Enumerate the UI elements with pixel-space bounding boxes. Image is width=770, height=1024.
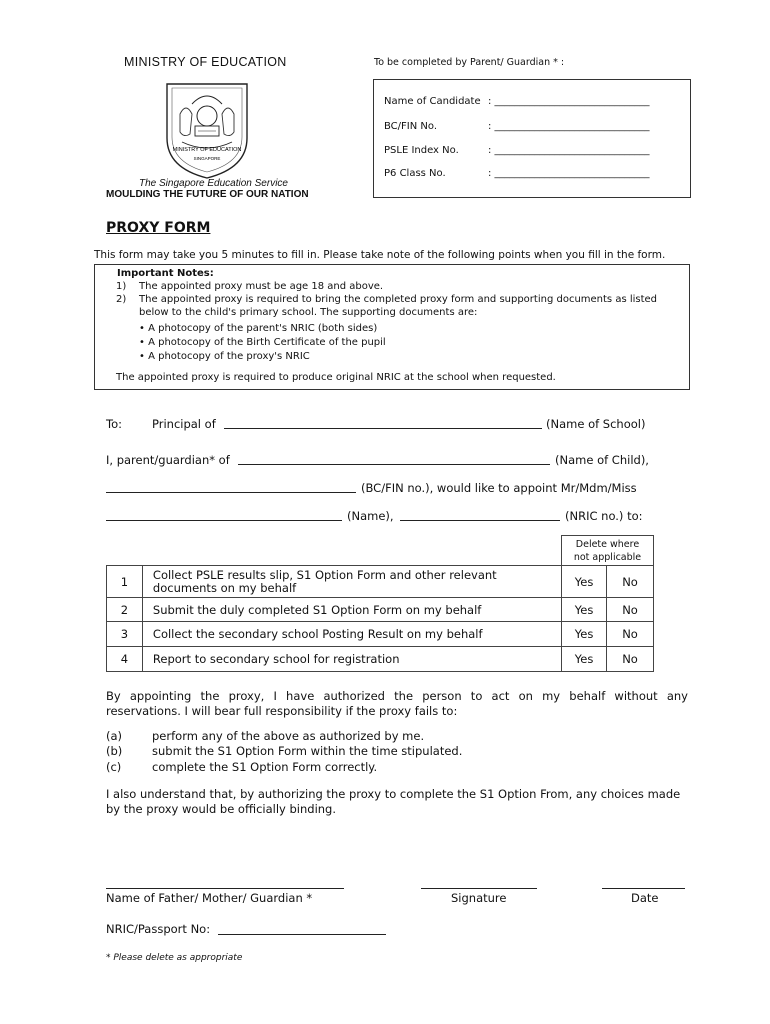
bcfin-label: BC/FIN No. [384,121,437,132]
moe-crest-logo [162,80,252,180]
note-2-number: 2) [116,294,127,305]
to-label: To: [106,417,122,431]
footnote-star: * [106,953,111,963]
item-text: complete the S1 Option Form correctly. [152,760,378,774]
footnote-text: Please delete as appropriate [113,953,243,963]
footnote [106,953,242,963]
item-text: perform any of the above as authorized by me. [152,729,425,743]
row-description: Collect the secondary school Posting Result on my behalf [142,622,561,647]
school-name-field[interactable] [224,428,542,429]
table-row [107,566,654,598]
proxy-name-label: (Name), [347,509,394,523]
table-row [107,622,654,647]
crest-text-bottom: SINGAPORE [193,156,221,161]
table-row [107,598,654,622]
row-number: 4 [107,647,143,672]
nric-passport-field[interactable] [218,934,386,935]
no-option[interactable]: No [607,598,654,622]
yes-option[interactable]: Yes [562,622,607,647]
parent-guardian-label: I, parent/guardian* of [106,453,230,467]
item-text: submit the S1 Option Form within the time stipulated. [152,744,463,758]
candidate-name-label: Name of Candidate [384,96,481,107]
no-option[interactable]: No [607,647,654,672]
delete-header-line-1: Delete where [575,539,640,550]
crest-text-top: MINISTRY OF EDUCATION [172,147,242,153]
page-title: PROXY FORM [106,220,211,236]
row-description-line-2: documents on my behalf [152,580,297,595]
yes-option[interactable]: Yes [562,598,607,622]
bullet-item: • A photocopy of the parent's NRIC (both sides) [139,323,378,334]
delete-header-line-2: not applicable [573,552,642,563]
note-2-line-2: below to the child's primary school. The supporting documents are: [139,307,478,318]
date-label: Date [631,891,659,905]
authorization-paragraph-line-2: reservations. I will bear full responsibility if the proxy fails to: [106,704,458,718]
binding-paragraph-line-2: by the proxy would be officially binding. [106,802,337,816]
intro-text: This form may take you 5 minutes to fill in. Please take note of the following points when you fill in the form. [94,249,666,261]
row-number: 2 [107,598,143,622]
signature-label: Signature [451,891,507,905]
guardian-name-label: Name of Father/ Mother/ Guardian * [106,891,313,905]
child-name-label: (Name of Child), [555,453,649,467]
item-label: (a) [106,729,123,743]
proxy-name-field[interactable] [106,520,342,521]
principal-of-label: Principal of [152,417,216,431]
ministry-title: MINISTRY OF EDUCATION [124,55,287,69]
bullet-item: • A photocopy of the proxy's NRIC [139,351,310,362]
service-caption: The Singapore Education Service [139,178,288,189]
proxy-nric-label: (NRIC no.) to: [565,509,643,523]
child-name-field[interactable] [238,464,550,465]
row-description-line-1: Collect PSLE results slip, S1 Option Form and other relevant [152,567,497,582]
item-label: (b) [106,744,123,758]
options-table [106,565,654,672]
binding-paragraph-line-1: I also understand that, by authorizing the proxy to complete the S1 Option From, any choices made [106,787,681,801]
row-description: Report to secondary school for registration [142,647,561,672]
item-label: (c) [106,760,122,774]
p6-class-label: P6 Class No. [384,168,446,179]
row-description [142,566,561,598]
notes-footer: The appointed proxy is required to produce original NRIC at the school when requested. [116,372,556,383]
row-description: Submit the duly completed S1 Option Form on my behalf [142,598,561,622]
candidate-name-field[interactable]: : _______________________________ [488,96,650,107]
notes-heading: Important Notes: [117,268,214,279]
authorization-paragraph-line-1: By appointing the proxy, I have authorized the person to act on my behalf without any [106,689,688,703]
row-number: 3 [107,622,143,647]
no-option[interactable]: No [607,622,654,647]
guardian-name-line[interactable] [106,888,344,889]
guardian-section-heading: To be completed by Parent/ Guardian * : [374,57,565,68]
bcfin-input-line[interactable] [106,492,356,493]
yes-option[interactable]: Yes [562,566,607,598]
bcfin-appoint-label: (BC/FIN no.), would like to appoint Mr/Mdm/Miss [361,481,637,495]
note-1: The appointed proxy must be age 18 and above. [139,281,384,292]
yes-option[interactable]: Yes [562,647,607,672]
note-1-number: 1) [116,281,127,292]
bullet-item: • A photocopy of the Birth Certificate of the pupil [139,337,386,348]
nric-passport-label: NRIC/Passport No: [106,922,211,936]
delete-header [561,535,654,565]
no-option[interactable]: No [607,566,654,598]
row-number: 1 [107,566,143,598]
bcfin-field[interactable]: : _______________________________ [488,121,650,132]
table-row [107,647,654,672]
psle-index-label: PSLE Index No. [384,145,459,156]
motto: MOULDING THE FUTURE OF OUR NATION [106,189,309,200]
proxy-nric-field[interactable] [400,520,560,521]
psle-index-field[interactable]: : _______________________________ [488,145,650,156]
school-name-label: (Name of School) [546,417,646,431]
signature-line[interactable] [421,888,537,889]
note-2-line-1: The appointed proxy is required to bring the completed proxy form and supporting documents as listed [139,294,658,305]
date-line[interactable] [602,888,685,889]
p6-class-field[interactable]: : _______________________________ [488,168,650,179]
